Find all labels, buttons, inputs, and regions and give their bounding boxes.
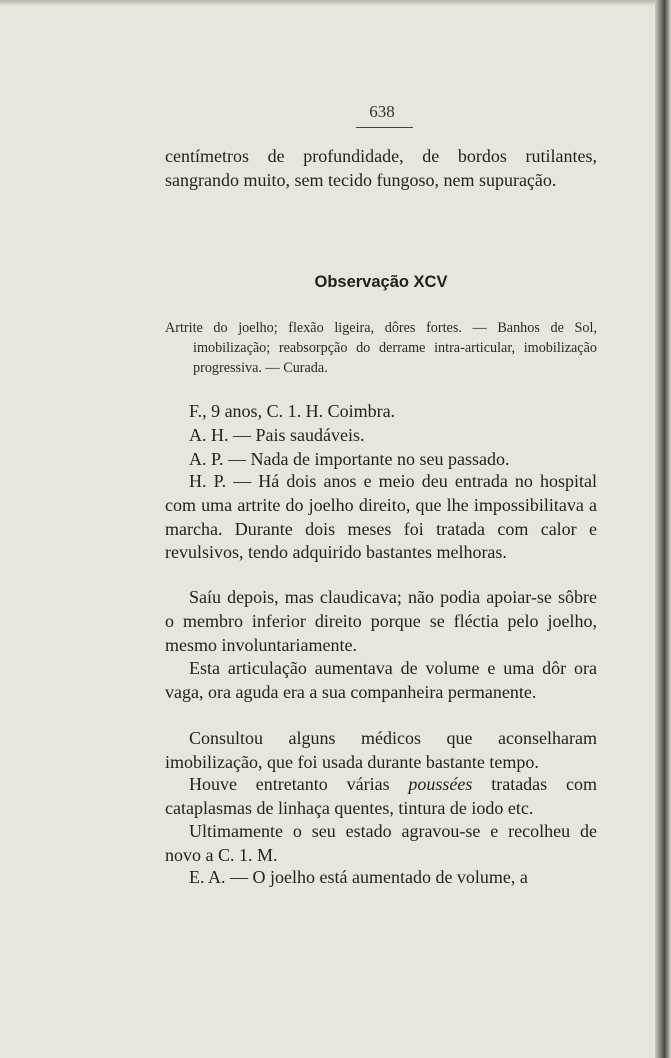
paragraph-2: Saíu depois, mas claudicava; não podia apoiar-se sôbre o membro inferior direito porque se fléctia pelo joelho, mesmo involuntariamente. (165, 587, 597, 655)
paragraph-5-end: tratadas com cataplasmas de linhaça quentes, tintura de iodo etc. (165, 774, 597, 818)
page-top-shadow (0, 0, 671, 6)
paragraph-5-italic-term: poussées (408, 774, 473, 794)
present-history-paragraph: H. P. — Há dois anos e meio deu entrada no hospital com uma artrite do joelho direito, que lhe impossibilitava a marcha. Durante dois meses foi tratada com calor e revulsivos, tendo adquirido bastantes melhoras. (165, 471, 597, 563)
page-binding-edge (655, 0, 671, 1058)
case-summary: Artrite do joelho; flexão ligeira, dôres fortes. — Banhos de Sol, imobilização; reabsorpção do derrame intra-articular, imobilização progressiva. — Curada. (165, 320, 597, 376)
family-history-line: A. H. — Pais saudáveis. (189, 425, 365, 445)
page-number-rule (356, 127, 413, 128)
paragraph-4: Consultou alguns médicos que aconselharam imobilização, que foi usada durante bastante tempo. (165, 728, 597, 772)
page-number: 638 (369, 102, 395, 121)
patient-line: F., 9 anos, C. 1. H. Coimbra. (189, 401, 396, 421)
past-history-line: A. P. — Nada de importante no seu passado. (189, 449, 510, 469)
paragraph-5-start: Houve entretanto várias (189, 774, 409, 794)
continued-paragraph: centímetros de profundidade, de bordos rutilantes, sangrando muito, sem tecido fungoso, nem supuração. (165, 146, 597, 190)
section-title: Observação XCV (314, 273, 448, 291)
paragraph-7: E. A. — O joelho está aumentado de volume, a (189, 867, 528, 887)
paragraph-5 (165, 773, 597, 821)
paragraph-3: Esta articulação aumentava de volume e uma dôr ora vaga, ora aguda era a sua companheira permanente. (165, 658, 597, 702)
paragraph-6: Ultimamente o seu estado agravou-se e recolheu de novo a C. 1. M. (165, 821, 597, 865)
